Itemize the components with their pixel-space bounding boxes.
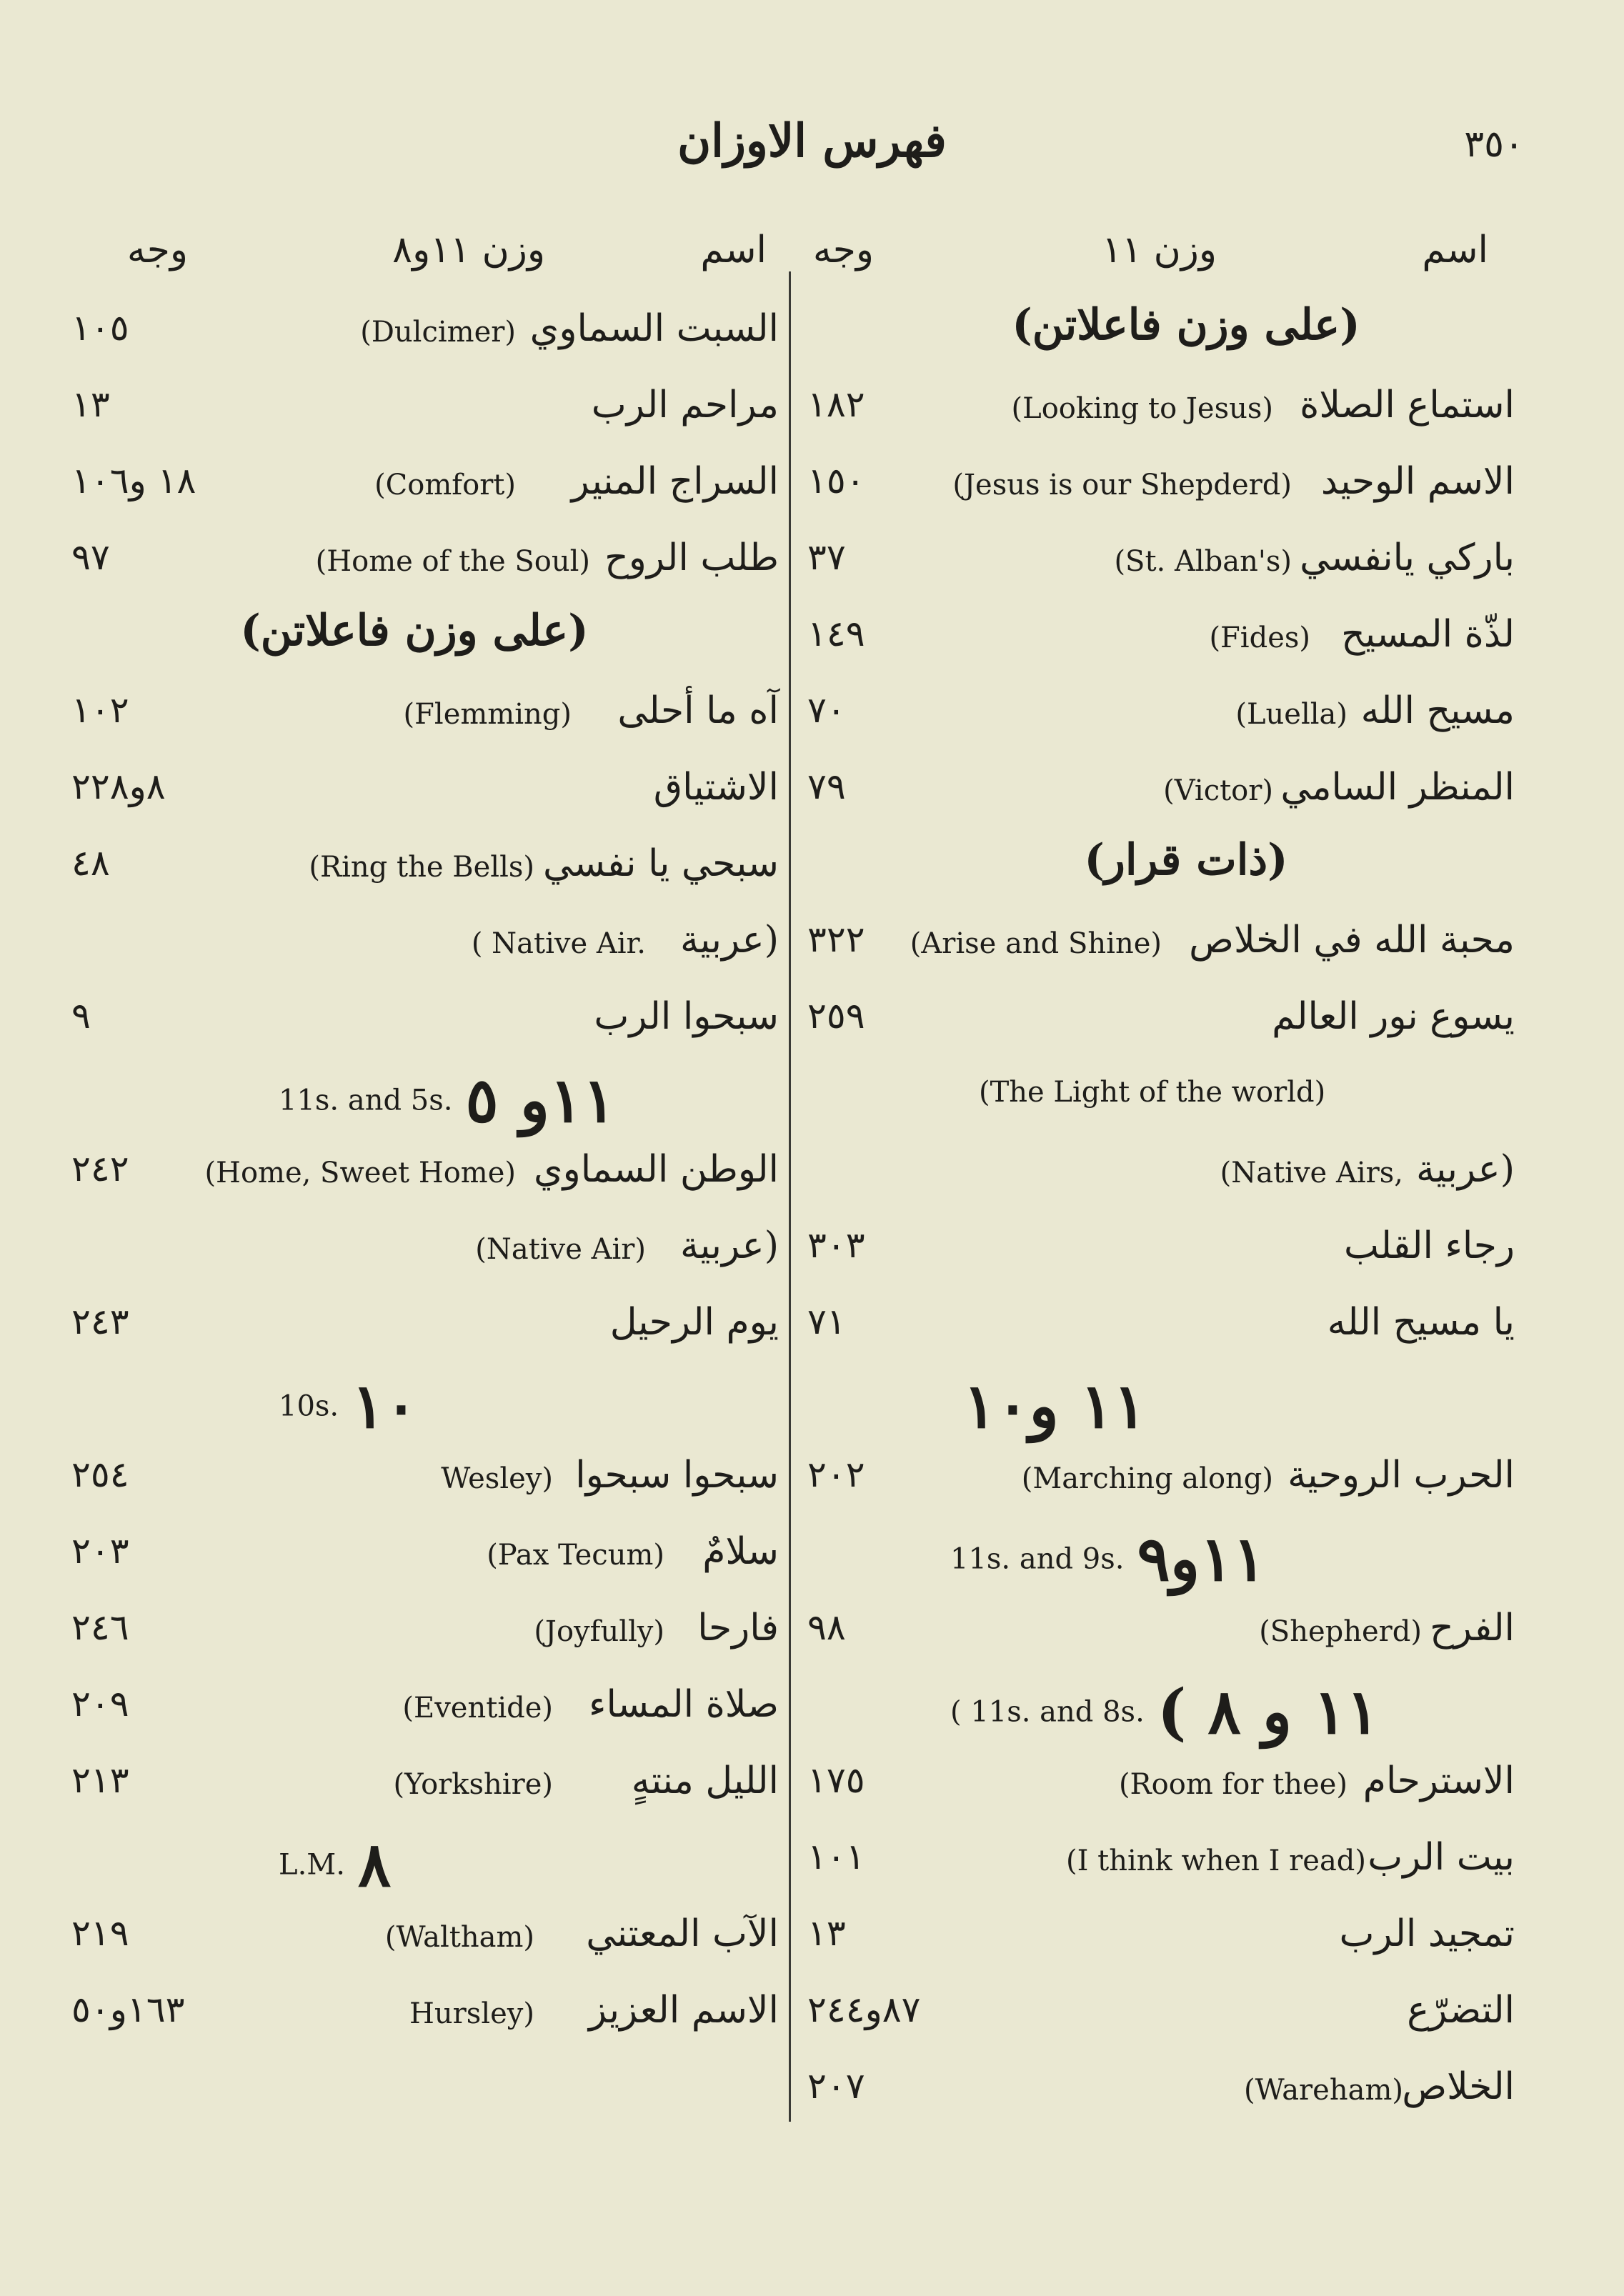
meter-english: 10s.	[279, 1389, 339, 1423]
tune-name: (Home of the Soul)	[315, 545, 590, 578]
tune-name: (Jesus is our Shepderd)	[952, 469, 1292, 501]
index-row	[0, 1607, 1624, 1672]
section-heading: (على وزن فاعلاتن)	[1012, 300, 1360, 350]
right-col-header-name: اسم	[1422, 229, 1488, 271]
index-row	[0, 1301, 1624, 1367]
index-row	[0, 307, 1624, 373]
meter-english: ( 11s. and 8s.	[950, 1695, 1145, 1729]
page-ref: ٢١٣	[71, 1760, 129, 1801]
page-ref: ٩٨	[807, 1607, 846, 1648]
page-ref: ١٣	[807, 1912, 846, 1954]
hymn-name: المنظر السامي	[1280, 766, 1515, 809]
meter-heading	[279, 1064, 616, 1137]
meter-english: L.M.	[279, 1848, 345, 1882]
page-ref: ١٤٩	[807, 613, 865, 654]
index-row	[0, 1530, 1624, 1596]
tune-name: (Fides)	[1209, 622, 1310, 654]
index-row	[0, 689, 1624, 755]
meter-heading	[279, 1829, 391, 1901]
tune-name: (Ring the Bells)	[309, 851, 534, 884]
hymn-name: طلب الروح	[604, 536, 779, 579]
index-row	[0, 919, 1624, 984]
tune-name: (Marching along)	[1021, 1462, 1273, 1495]
hymn-name: الاشتياق	[653, 766, 779, 809]
tune-note-text: (The Light of the world)	[979, 1076, 1326, 1109]
meter-arabic: ١١ و١٠	[963, 1370, 1147, 1442]
hymn-name: بيت الرب	[1368, 1836, 1515, 1879]
index-row	[0, 1836, 1624, 1902]
page-ref: ٧٠	[807, 689, 846, 731]
hymn-name: الخلاص	[1402, 2065, 1515, 2108]
tune-name: (Arise and Shine)	[910, 927, 1162, 960]
page-ref: ٣٧	[807, 536, 846, 578]
index-row	[0, 1760, 1624, 1825]
hymn-name: سلامٌ	[702, 1530, 779, 1573]
page-ref: ١٨٢	[807, 384, 865, 425]
left-col-header-meter: وزن ١١و٨	[392, 229, 545, 271]
right-col-header-meter: وزن ١١	[1102, 229, 1217, 271]
tune-name: (Flemming)	[403, 698, 572, 731]
hymn-name: الاسم الوحيد	[1320, 460, 1515, 503]
meter-english: 11s. and 9s.	[950, 1542, 1125, 1576]
page-ref: ١٠٥	[71, 307, 129, 349]
index-row	[0, 1224, 1624, 1290]
tune-name: (Comfort)	[374, 469, 516, 501]
page-ref: ١٠٢	[71, 689, 129, 731]
tune-name: (I think when I read)	[1066, 1845, 1366, 1877]
index-row	[0, 1454, 1624, 1519]
hymn-name: السراج المنير	[571, 460, 779, 503]
tune-name: Wesley)	[441, 1462, 553, 1495]
tune-name: (Yorkshire)	[393, 1768, 553, 1801]
meter-arabic: ١١و٩	[1137, 1523, 1266, 1595]
page-ref: ٧٩	[807, 766, 846, 807]
tune-name: (Home, Sweet Home)	[204, 1157, 516, 1189]
hymn-name: الاسم العزيز	[588, 1989, 779, 2032]
page-ref: ١٧٥	[807, 1760, 865, 1801]
page-title: فهرس الاوزان	[677, 114, 947, 168]
hymn-name: (عربية	[679, 1224, 779, 1267]
page-ref: ٢٥٩	[807, 995, 865, 1037]
meter-arabic: ١٠	[352, 1370, 418, 1442]
hymn-name: مسيح الله	[1360, 689, 1515, 732]
page-ref: ٤٨	[71, 842, 110, 884]
tune-name: Hursley)	[409, 1997, 534, 2030]
meter-arabic: ١١و ٥	[465, 1064, 616, 1137]
hymn-name: سبحي يا نفسي	[542, 842, 779, 885]
tune-name: (St. Alban's)	[1114, 545, 1292, 578]
page-ref: ٧١	[807, 1301, 846, 1342]
index-row	[0, 995, 1624, 1061]
hymn-name: الفرح	[1430, 1607, 1515, 1649]
meter-english: 11s. and 5s.	[279, 1084, 453, 1117]
hymn-name: مراحم الرب	[591, 384, 779, 426]
hymn-name: يا مسيح الله	[1327, 1301, 1515, 1344]
index-row	[0, 1148, 1624, 1214]
hymn-name: لذّة المسيح	[1341, 613, 1515, 656]
hymn-name: يوم الرحيل	[609, 1301, 779, 1344]
page-ref: ٨٧و٢٤٤	[807, 1989, 921, 2030]
tune-name: (Looking to Jesus)	[1011, 392, 1273, 425]
page-ref: ٢٤٣	[71, 1301, 129, 1342]
hymn-name: (عربية	[1415, 1148, 1515, 1191]
hymn-name: (عربية	[679, 919, 779, 962]
section-heading: (ذات قرار)	[1084, 835, 1288, 885]
tune-name: (Pax Tecum)	[487, 1539, 664, 1572]
index-row	[0, 1989, 1624, 2055]
page-ref: ٢٠٧	[807, 2065, 865, 2107]
index-row	[0, 460, 1624, 526]
tune-name: (Eventide)	[402, 1692, 553, 1725]
hymn-name: سبحوا الرب	[594, 995, 779, 1038]
index-row	[0, 766, 1624, 832]
page-ref: ٣٢٢	[807, 919, 865, 960]
tune-name: (Joyfully)	[534, 1615, 664, 1648]
tune-name: (Wareham)	[1243, 2074, 1403, 2107]
page-ref: ٢٤٢	[71, 1148, 129, 1189]
left-col-header-name: اسم	[700, 229, 767, 271]
page-ref: ٨و٢٢٨	[71, 766, 166, 807]
hymn-name: فارحا	[697, 1607, 779, 1649]
hymn-name: رجاء القلب	[1344, 1224, 1515, 1267]
page-ref: ٩	[71, 995, 91, 1037]
page-ref: ٣٠٣	[807, 1224, 865, 1266]
page-ref: ٢٥٤	[71, 1454, 129, 1495]
tune-name: (Shepherd)	[1259, 1615, 1422, 1648]
meter-arabic: ٨	[357, 1829, 392, 1901]
meter-heading	[279, 1370, 418, 1442]
hymn-name: سبحوا سبحوا	[575, 1454, 779, 1497]
hymn-name: تمجيد الرب	[1339, 1912, 1515, 1955]
hymn-name: آه ما أحلى	[617, 689, 779, 732]
index-row	[0, 2065, 1624, 2131]
page-ref: ٢١٩	[71, 1912, 129, 1954]
hymn-name: استماع الصلاة	[1300, 384, 1515, 426]
page-ref: ١٠١	[807, 1836, 865, 1877]
hymn-name: يسوع نور العالم	[1272, 995, 1515, 1038]
page-ref: ٢٠٢	[807, 1454, 865, 1495]
tune-name: (Native Airs,	[1220, 1157, 1403, 1189]
hymn-name: السبت السماوي	[529, 307, 779, 350]
meter-heading	[950, 1370, 1146, 1442]
right-col-header-page: وجه	[812, 229, 874, 271]
tune-name: (Luella)	[1235, 698, 1347, 731]
hymn-name: الليل منتهٍ	[631, 1760, 779, 1802]
hymn-name: الوطن السماوي	[533, 1148, 779, 1191]
section-heading: (على وزن فاعلاتن)	[240, 606, 589, 656]
index-row	[0, 1683, 1624, 1749]
tune-name: (Waltham)	[384, 1921, 534, 1954]
index-row	[0, 1912, 1624, 1978]
page-ref: ٢٠٣	[71, 1530, 129, 1572]
hymn-name: الآب المعتني	[586, 1912, 779, 1955]
tune-name: (Victor)	[1163, 774, 1273, 807]
page-ref: ٩٧	[71, 536, 110, 578]
tune-name: (Native Air)	[475, 1233, 646, 1266]
hymn-name: باركي يانفسي	[1300, 536, 1515, 579]
index-row	[0, 842, 1624, 908]
tune-name: (Dulcimer)	[360, 316, 516, 349]
page-ref: ١٨ و١٠٦	[71, 460, 196, 501]
left-col-header-page: وجه	[126, 229, 188, 271]
hymn-name: التضرّع	[1407, 1989, 1515, 2032]
page-ref: ١٥٠	[807, 460, 865, 501]
page-ref: ١٣	[71, 384, 110, 425]
page-number: ٣٥٠	[1464, 123, 1524, 166]
tune-name: ( Native Air.	[471, 927, 646, 960]
page-ref: ٢٠٩	[71, 1683, 129, 1725]
page-ref: ١٦٣و٥٠	[71, 1989, 185, 2030]
tune-note	[979, 1076, 1325, 1109]
page-ref: ٢٤٦	[71, 1607, 129, 1648]
hymn-name: الحرب الروحية	[1287, 1454, 1515, 1497]
index-row	[0, 536, 1624, 602]
index-row	[0, 384, 1624, 449]
meter-arabic: ( ١١ و ٨	[1157, 1676, 1380, 1748]
hymn-name: الاسترحام	[1363, 1760, 1515, 1802]
hymn-name: محبة الله في الخلاص	[1189, 919, 1515, 962]
tune-name: (Room for thee)	[1118, 1768, 1347, 1801]
hymn-name: صلاة المساء	[589, 1683, 779, 1726]
